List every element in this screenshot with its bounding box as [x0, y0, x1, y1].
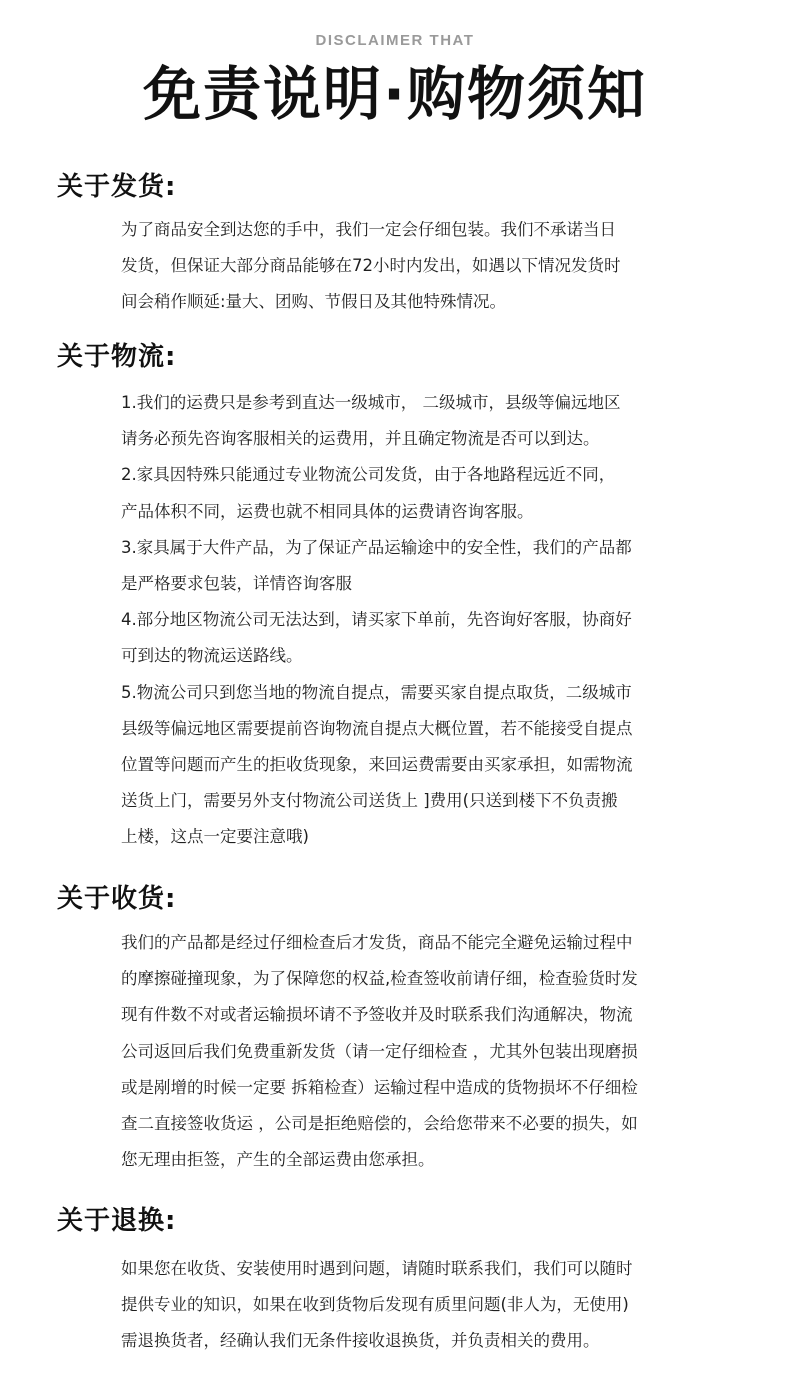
paragraph-line: 1.我们的运费只是参考到直达一级城市， 二级城市，县级等偏远地区 — [121, 393, 621, 412]
paragraph-line: 的摩擦碰撞现象，为了保障您的权益,检查签收前请仔细，检查验货时发 — [121, 969, 638, 989]
paragraph-line: 查二直接签收货运 ，公司是拒绝赔偿的，会给您带来不必要的损失，如 — [121, 1113, 638, 1133]
paragraph-line: 是严格要求包装，详情咨询客服 — [121, 573, 352, 593]
paragraph-line: 提供专业的知识，如果在收到货物后发现有质里问题(非人为，无使用) — [121, 1295, 629, 1315]
paragraph-line: 现有件数不对或者运输损坏请不予签收并及时联系我们沟通解决，物流 — [121, 1005, 633, 1025]
paragraph-line: 为了商品安全到达您的手中，我们一定会仔细包装。我们不承诺当日 — [121, 220, 616, 239]
section-heading-shipping: 关于发货: — [57, 172, 177, 202]
section-body-shipping — [121, 212, 721, 321]
paragraph-line: 间会稍作顺延:量大、团购、节假日及其他特殊情况。 — [121, 292, 507, 312]
paragraph-line: 公司返回后我们免费重新发货（请一定仔细检查 ，尤其外包装出现磨损 — [121, 1041, 638, 1061]
paragraph-line: 如果您在收货、安装使用时遇到问题，请随时联系我们，我们可以随时 — [121, 1259, 633, 1278]
paragraph-line: 产品体积不同，运费也就不相同具体的运费请咨询客服。 — [121, 501, 534, 521]
paragraph-line: 您无理由拒签，产生的全部运费由您承担。 — [121, 1150, 435, 1170]
paragraph-line: 或是剐增的时候一定要 拆箱检查）运输过程中造成的货物损坏不仔细检 — [121, 1077, 638, 1097]
paragraph-line: 我们的产品都是经过仔细检查后才发货，商品不能完全避免运输过程中 — [121, 933, 633, 952]
paragraph-line: 需退换货者，经确认我们无条件接收退换货，并负责相关的费用。 — [121, 1331, 600, 1351]
paragraph-line: 可到达的物流运送路线。 — [121, 646, 303, 666]
section-body-returns — [121, 1251, 721, 1360]
paragraph-line: 县级等偏远地区需要提前咨询物流自提点大概位置，若不能接受自提点 — [121, 718, 633, 738]
section-body-receiving — [121, 925, 721, 1178]
paragraph-line: 发货，但保证大部分商品能够在72小时内发出，如遇以下情况发货时 — [121, 256, 621, 276]
section-heading-logistics: 关于物流: — [57, 342, 177, 372]
paragraph-line: 5.物流公司只到您当地的物流自提点，需要买家自提点取货，二级城市 — [121, 682, 632, 702]
paragraph-line: 3.家具属于大件产品，为了保证产品运输途中的安全性，我们的产品都 — [121, 537, 632, 557]
section-body-logistics — [121, 385, 721, 855]
section-heading-returns: 关于退换: — [57, 1206, 177, 1236]
section-heading-receiving: 关于收货: — [57, 884, 177, 914]
paragraph-line: 2.家具因特殊只能通过专业物流公司发货，由于各地路程远近不同， — [121, 465, 616, 485]
paragraph-line: 请务必预先咨询客服相关的运费用，并且确定物流是否可以到达。 — [121, 429, 600, 449]
page-subtitle: DISCLAIMER THAT — [315, 32, 475, 49]
page-title: 免责说明·购物须知 — [142, 60, 648, 128]
paragraph-line: 位置等问题而产生的拒收货现象，来回运费需要由买家承担，如需物流 — [121, 754, 633, 774]
paragraph-line: 送货上门，需要另外支付物流公司送货上 ]费用(只送到楼下不负责搬 — [121, 791, 618, 811]
paragraph-line: 上楼，这点一定要注意哦) — [121, 827, 309, 847]
paragraph-line: 4.部分地区物流公司无法达到，请买家下单前，先咨询好客服，协商好 — [121, 610, 632, 630]
